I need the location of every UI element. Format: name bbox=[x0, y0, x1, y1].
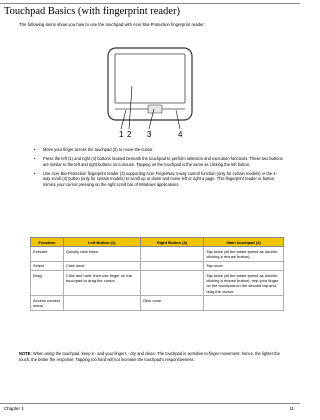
fingerprint-reader bbox=[148, 105, 162, 113]
table-cell bbox=[140, 261, 204, 270]
note-block bbox=[19, 351, 285, 362]
column-header: Function bbox=[31, 238, 64, 247]
table-cell bbox=[63, 296, 140, 311]
table-cell: Tap once. bbox=[204, 261, 284, 270]
table-cell bbox=[140, 271, 204, 296]
column-header: Right Button (3) bbox=[140, 238, 204, 247]
table-cell: Drag bbox=[31, 271, 64, 296]
table-cell: Execute bbox=[31, 247, 64, 262]
table-cell: Access context menu bbox=[31, 296, 64, 311]
list-item: • Press the left (1) and right (4) buttons located beneath the touchpad to perform selection and execution functions. These two buttons are similar to the left and right buttons on a mouse. Tapping on the touchpad is the same as clicking the left button. bbox=[34, 156, 284, 167]
table-cell bbox=[204, 296, 284, 311]
table-cell: Select bbox=[31, 261, 64, 270]
table-cell: Tap twice (at the same speed as double-clicking a mouse button); rest your finger on the touchpad on the second tap and drag the cursor. bbox=[204, 271, 284, 296]
callout-4: 4 bbox=[178, 130, 183, 139]
table-cell: Quickly click twice. bbox=[63, 247, 140, 262]
table-row bbox=[31, 271, 284, 296]
touchpad-surface bbox=[115, 54, 185, 103]
table-cell bbox=[140, 247, 204, 262]
table-row bbox=[31, 261, 284, 270]
intro-text: The following items show you how to use the touchpad with Acer Bio-Protection fingerprint reader: bbox=[19, 22, 206, 27]
table-row bbox=[31, 247, 284, 262]
note-label: NOTE: bbox=[19, 351, 32, 356]
instruction-list bbox=[34, 147, 284, 191]
page-title: Touchpad Basics (with fingerprint reader) bbox=[4, 6, 180, 17]
list-item: • Move your finger across the touchpad (2) to move the cursor. bbox=[34, 147, 284, 153]
table-cell: Tap twice (at the same speed as double-clicking a mouse button). bbox=[204, 247, 284, 262]
table-cell: Click once. bbox=[140, 296, 204, 311]
header-rule bbox=[0, 3, 300, 4]
note-text: When using the touchpad, keep it - and your fingers - dry and clean. The touchpad is sensitive to finger movement; hence, the lighter the touch, the better the response. Tapping too hard will not increase the touchpad's responsiveness. bbox=[19, 351, 280, 362]
page-number: 11 bbox=[289, 406, 294, 411]
column-header: Left Button (1) bbox=[63, 238, 140, 247]
callout-1: 1 bbox=[119, 130, 124, 139]
footer-chapter: Chapter 1 bbox=[4, 406, 24, 411]
callout-3: 3 bbox=[147, 130, 152, 139]
table-cell: Click and hold, then use finger on the touchpad to drag the cursor. bbox=[63, 271, 140, 296]
function-table bbox=[30, 237, 284, 311]
callout-2: 2 bbox=[127, 130, 132, 139]
touchpad-figure bbox=[102, 46, 198, 140]
column-header: Main touchpad (2) bbox=[204, 238, 284, 247]
table-row bbox=[31, 296, 284, 311]
table-cell: Click once. bbox=[63, 261, 140, 270]
table-header-row bbox=[31, 238, 284, 247]
footer-rule bbox=[0, 403, 300, 404]
list-item: • Use Acer Bio-Protection fingerprint reader (3) supporting Acer FingerNav 4-way control function (only for certain models) or the 4-way scroll (3) button (only for certain models) to scroll up or down and move left or right a page. This fingerprint reader or button mimics your cursor pressing on the right scroll bar of Windows applications. bbox=[34, 171, 284, 188]
